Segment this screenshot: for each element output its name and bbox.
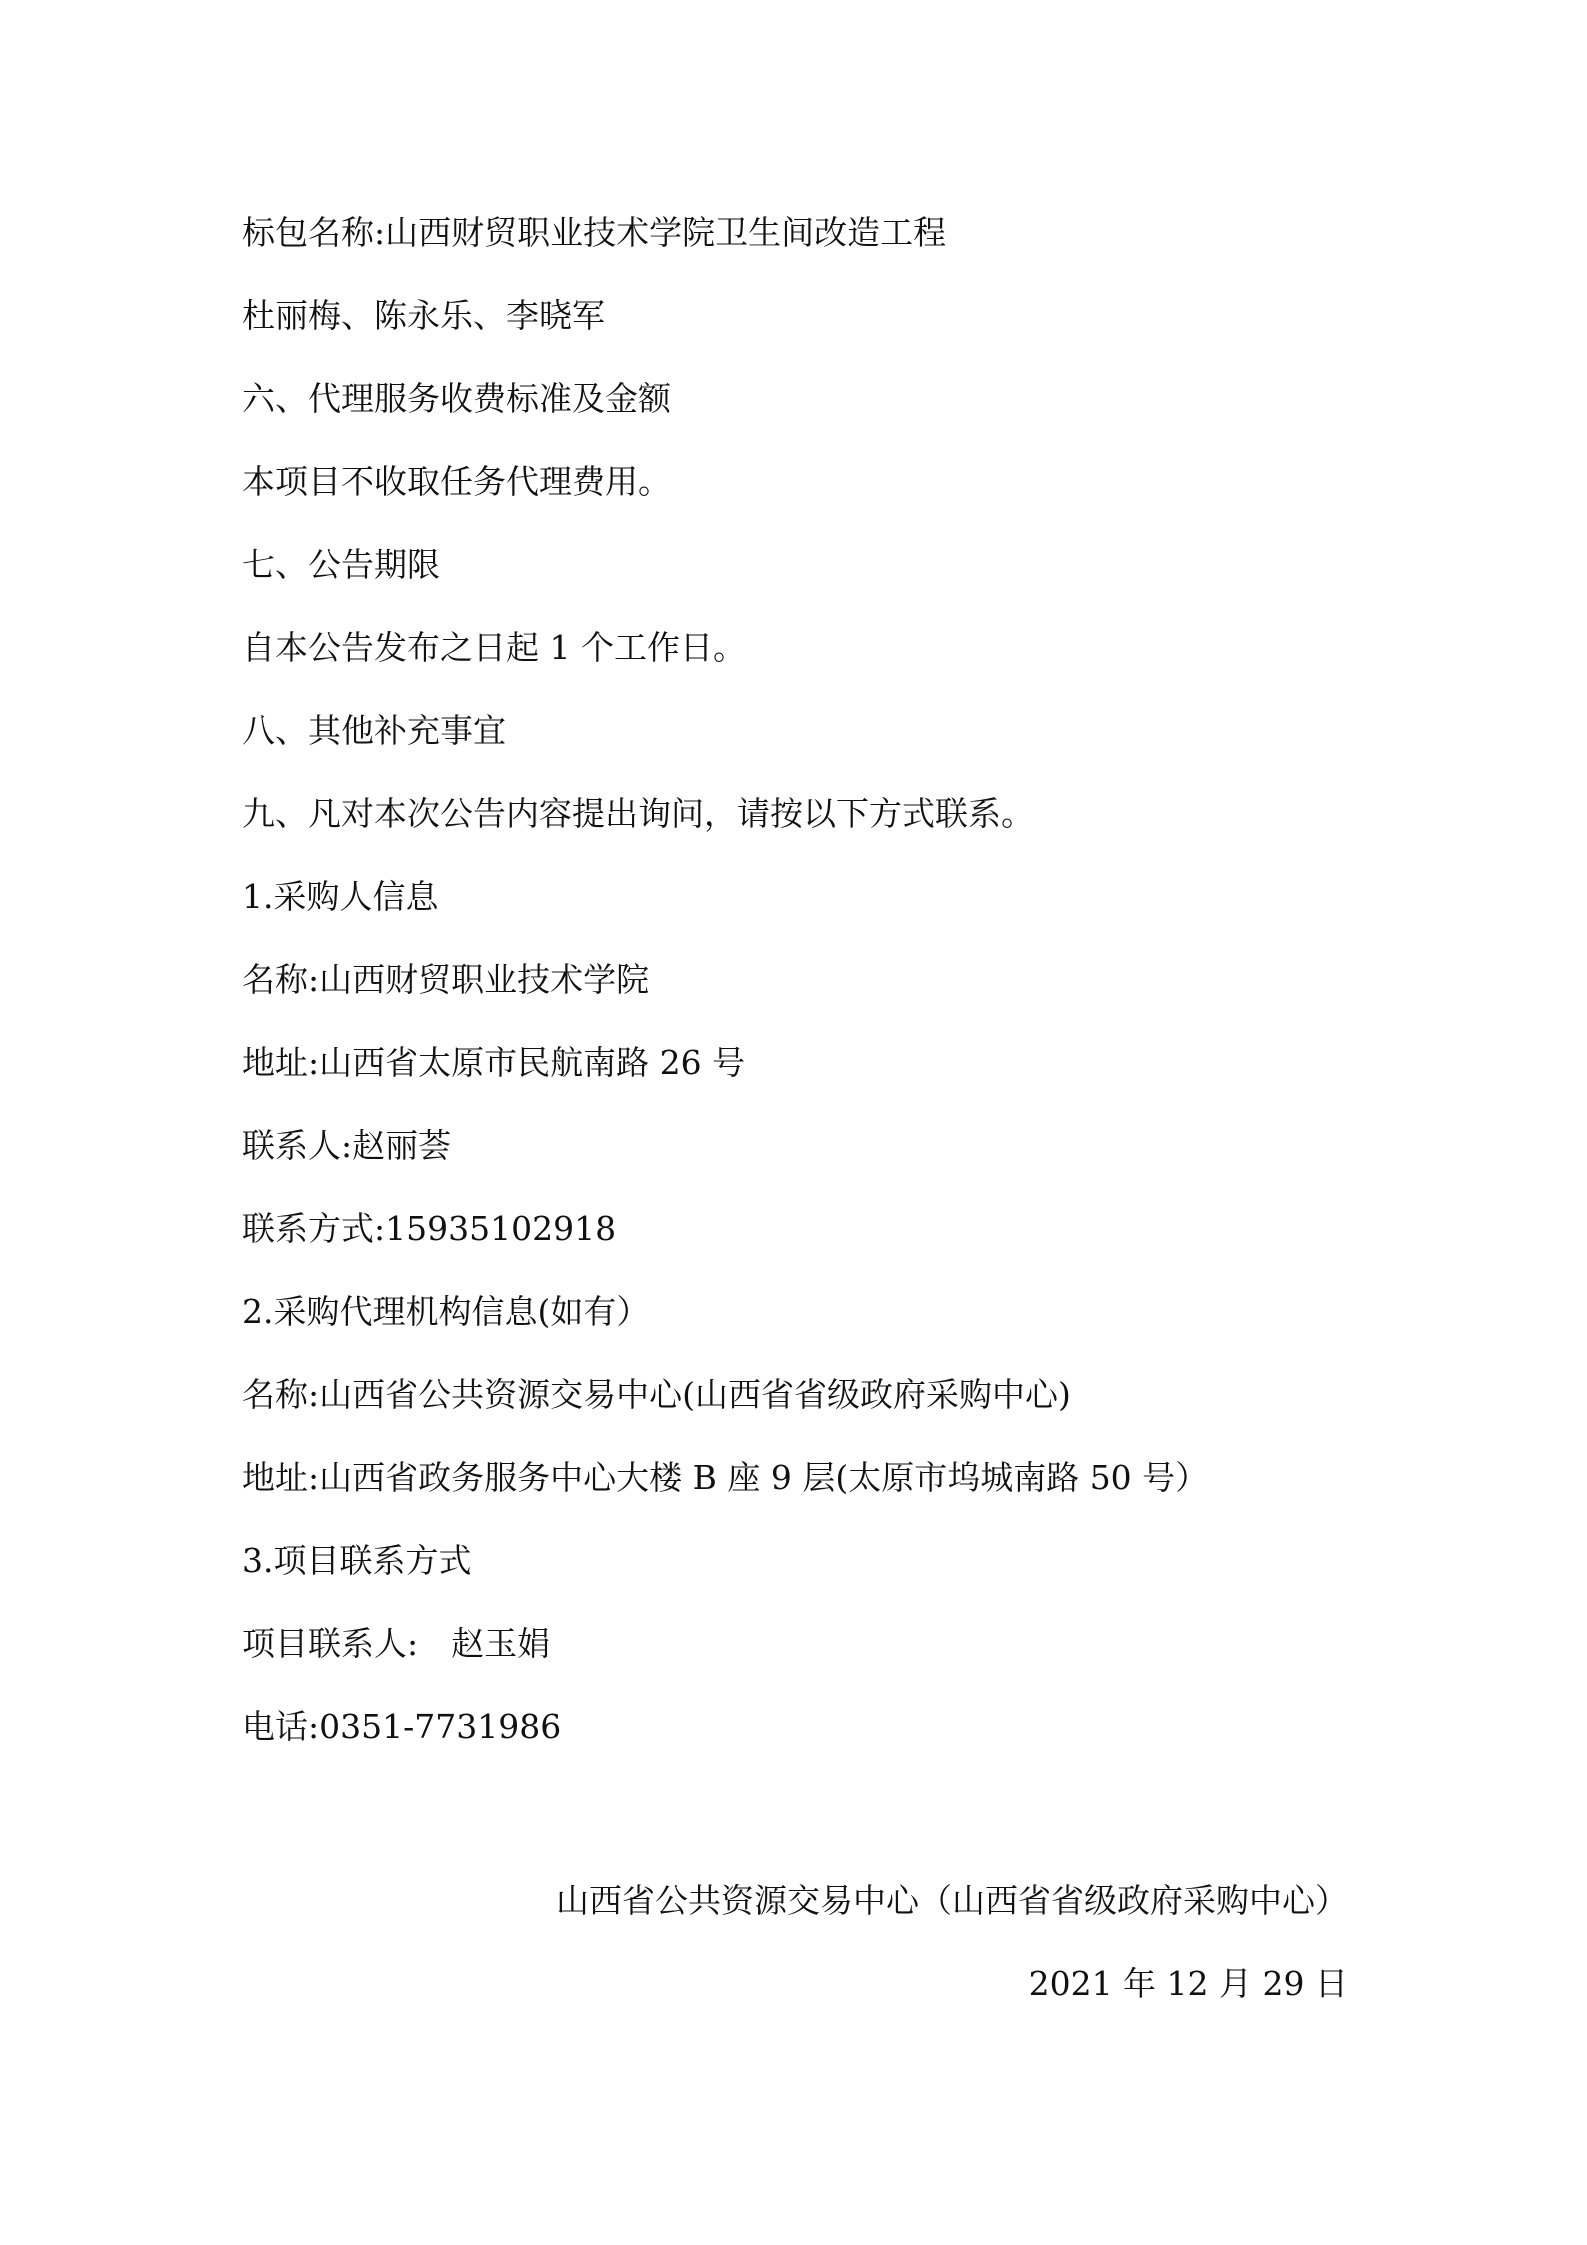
line-project-phone: 电话:0351-7731986 [242, 1707, 562, 1746]
subheading-project-contact: 3.项目联系方式 [242, 1541, 472, 1580]
line-evaluation-members: 杜丽梅、陈永乐、李晓军 [242, 296, 605, 335]
line-project-contact-person: 项目联系人: 赵玉娟 [242, 1624, 551, 1663]
line-agency-fee: 本项目不收取任务代理费用。 [242, 462, 671, 501]
section-heading-agency-fee: 六、代理服务收费标准及金额 [242, 379, 671, 418]
line-purchaser-address: 地址:山西省太原市民航南路 26 号 [242, 1043, 746, 1082]
line-purchaser-contact-person: 联系人:赵丽荟 [242, 1126, 452, 1165]
section-heading-contact: 九、凡对本次公告内容提出询问，请按以下方式联系。 [242, 794, 1034, 833]
line-notice-period: 自本公告发布之日起 1 个工作日。 [242, 628, 746, 667]
line-purchaser-phone: 联系方式:15935102918 [242, 1209, 617, 1248]
section-heading-other-matters: 八、其他补充事宜 [242, 711, 506, 750]
line-lot-name: 标包名称:山西财贸职业技术学院卫生间改造工程 [242, 213, 947, 252]
subheading-agency-info: 2.采购代理机构信息(如有） [242, 1292, 650, 1331]
subheading-purchaser-info: 1.采购人信息 [242, 877, 439, 916]
signature-block [556, 1876, 1348, 2042]
body-text [242, 208, 1442, 1785]
line-agency-address: 地址:山西省政务服务中心大楼 B 座 9 层(太原市坞城南路 50 号） [242, 1458, 1209, 1497]
line-agency-name: 名称:山西省公共资源交易中心(山西省省级政府采购中心) [242, 1375, 1071, 1414]
signature-date: 2021 年 12 月 29 日 [1028, 1964, 1348, 2003]
line-purchaser-name: 名称:山西财贸职业技术学院 [242, 960, 650, 999]
signature-organization: 山西省公共资源交易中心（山西省省级政府采购中心） [556, 1881, 1348, 1920]
section-heading-notice-period: 七、公告期限 [242, 545, 440, 584]
